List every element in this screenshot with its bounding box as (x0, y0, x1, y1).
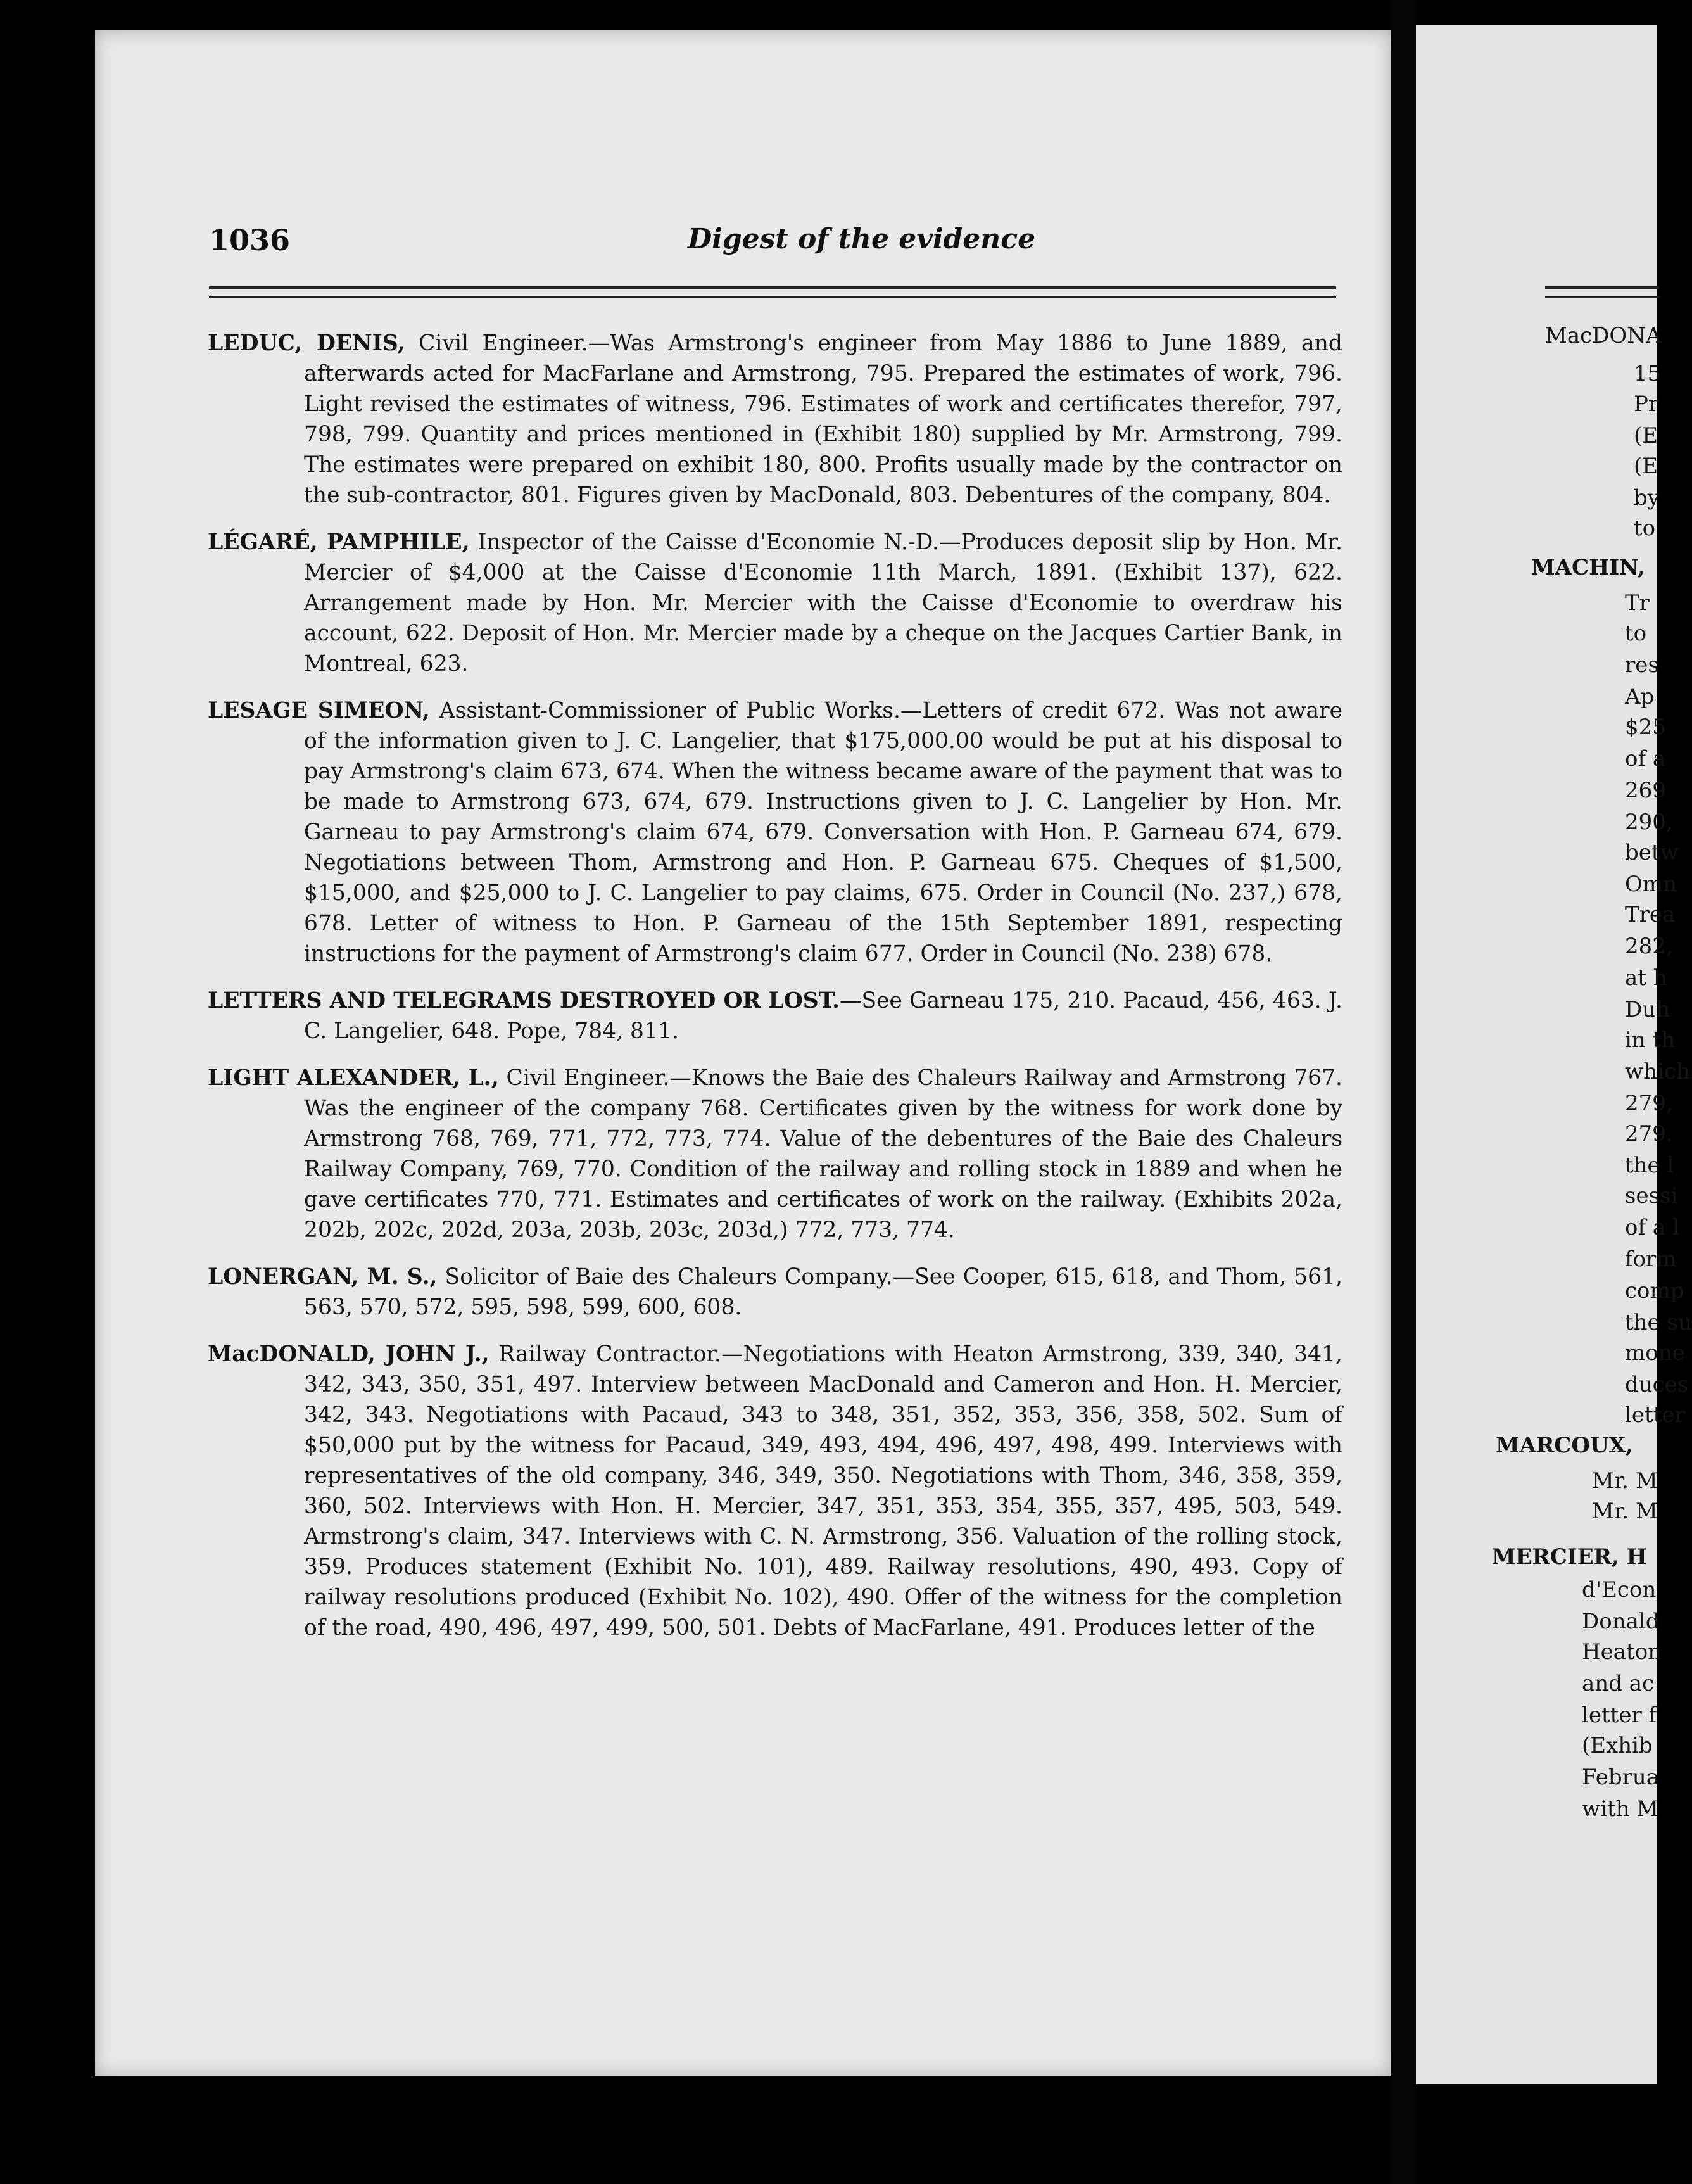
right-page-line: Duh (1625, 997, 1670, 1022)
right-page-line: MacDONA (1545, 323, 1662, 348)
right-page-line: and ac (1582, 1671, 1655, 1696)
digest-entry (208, 1339, 1342, 1643)
right-page-line: of a (1625, 746, 1666, 771)
digest-entry (208, 986, 1342, 1046)
right-page-line: Mr. M (1592, 1499, 1658, 1524)
entry-text: Civil Engineer.—Was Armstrong's engineer from May 1886 to June 1889, and afterwards acted for MacFarlane and Armstrong, 795. Prepared the estimates of work, 796. Light revised the estimates of witness, 796. Estimates of work and certificates therefor, 797, 798, 799. Quantity and prices mentioned in (Exhibit 180) supplied by Mr. Armstrong, 799. The estimates were prepared on exhibit 180, 800. Profits usually made by the contractor on the sub-contractor, 801. Figures given by MacDonald, 803. Debentures of the company, 804. (304, 331, 1342, 508)
entry-headword: MacDONALD, JOHN J., (208, 1342, 489, 1367)
right-page-line: to (1625, 621, 1647, 646)
right-page-line: Pr (1634, 391, 1659, 417)
right-page-line: mone (1625, 1340, 1685, 1366)
right-page-line: 282, (1625, 934, 1673, 959)
page-gutter (1391, 0, 1416, 2184)
right-header-rule-thick (1545, 286, 1659, 289)
right-page-line: by (1634, 485, 1660, 511)
entry-headword: LIGHT ALEXANDER, L., (208, 1065, 499, 1091)
right-page-line: to (1634, 516, 1656, 541)
right-page-line: 279, (1625, 1091, 1673, 1116)
right-page-line: which (1625, 1059, 1690, 1084)
page-title: Digest of the evidence (688, 223, 1036, 255)
right-page-line: in th (1625, 1027, 1676, 1053)
entry-text: Civil Engineer.—Knows the Baie des Chaleurs Railway and Armstrong 767. Was the engineer of the company 768. Certificates given by the witness for work done by Armstrong 768, 769, 771, 772, 773, 774. Value of the debentures of the Baie des Chaleurs Railway Company, 769, 770. Condition of the railway and rolling stock in 1889 and when he gave certificates 770, 771. Estimates and certificates of work on the railway. (Exhibits 202a, 202b, 202c, 202d, 203a, 203b, 203c, 203d,) 772, 773, 774. (304, 1065, 1342, 1243)
entry-headword: LEDUC, DENIS, (208, 331, 405, 356)
right-page-line: MERCIER, H (1492, 1544, 1647, 1570)
entry-text: Assistant-Commissioner of Public Works.—Letters of credit 672. Was not aware of the information given to J. C. Langelier, that $175,000.00 would be put at his disposal to pay Armstrong's claim 673, 674. When the witness became aware of the payment that was to be made to Armstrong 673, 674, 679. Instructions given to J. C. Langelier by Hon. Mr. Garneau to pay Armstrong's claim 674, 679. Conversation with Hon. P. Garneau 674, 679. Negotiations between Thom, Armstrong and Hon. P. Garneau 675. Cheques of $1,500, $15,000, and $25,000 to J. C. Langelier to pay claims, 675. Order in Council (No. 237,) 678, 678. Letter of witness to Hon. P. Garneau of the 15th September 1891, respecting instructions for the payment of Armstrong's claim 677. Order in Council (No. 238) 678. (304, 698, 1343, 967)
right-page-line: Februa (1582, 1765, 1660, 1790)
right-page-line: MACHIN, (1531, 555, 1645, 580)
right-page-line: comp (1625, 1278, 1684, 1304)
right-page-line: Ap (1625, 684, 1655, 709)
digest-entry (208, 1262, 1342, 1323)
right-page-line: 290, (1625, 809, 1673, 835)
right-page-line: Trea (1625, 902, 1676, 927)
right-page-line: Omn (1625, 872, 1677, 897)
right-page-line: Tr (1625, 590, 1650, 616)
digest-entry (208, 328, 1342, 511)
right-page-line: sessi (1625, 1183, 1678, 1209)
right-page-line: of a l (1625, 1215, 1679, 1240)
right-page-line: (E (1634, 454, 1658, 479)
right-page-line: (E (1634, 423, 1658, 448)
right-page-line: letter (1625, 1402, 1685, 1428)
entry-text: Railway Contractor.—Negotiations with Heaton Armstrong, 339, 340, 341, 342, 343, 350, 351, 497. Interview between MacDonald and Cameron and Hon. H. Mercier, 342, 343. Negotiations with Pacaud, 343 to 348, 351, 352, 353, 356, 358, 502. Sum of $50,000 put by the witness for Pacaud, 349, 493, 494, 496, 497, 498, 499. Interviews with representatives of the old company, 346, 349, 350. Negotiations with Thom, 346, 358, 359, 360, 502. Interviews with Hon. H. Mercier, 347, 351, 353, 354, 355, 357, 495, 503, 549. Armstrong's claim, 347. Interviews with C. N. Armstrong, 356. Valuation of the rolling stock, 359. Produces statement (Exhibit No. 101), 489. Railway resolutions, 490, 493. Copy of railway resolutions produced (Exhibit No. 102), 490. Offer of the witness for the completion of the road, 490, 496, 497, 499, 500, 501. Debts of MacFarlane, 491. Produces letter of the (304, 1342, 1342, 1641)
right-page-line: the l (1625, 1153, 1674, 1178)
right-page-line: $25 (1625, 714, 1666, 740)
digest-body (208, 328, 1343, 1660)
entry-headword: LONERGAN, M. S., (208, 1264, 438, 1290)
entry-headword: LETTERS AND TELEGRAMS DESTROYED OR LOST. (208, 988, 840, 1013)
right-page-line: letter f (1582, 1703, 1657, 1728)
right-page-line: 15 (1634, 361, 1662, 386)
right-page-line: betw (1625, 840, 1679, 865)
page-number: 1036 (209, 223, 291, 257)
digest-entry (208, 1063, 1342, 1245)
right-page-line: (Exhib (1582, 1733, 1653, 1758)
right-page-line: at h (1625, 965, 1667, 991)
header-rule-thin (209, 296, 1336, 298)
entry-text: —See Garneau 175, 210. Pacaud, 456, 463. J. C. Langelier, 648. Pope, 784, 811. (304, 988, 1342, 1044)
right-page-line: the su (1625, 1310, 1692, 1335)
right-page-line: d'Econ (1582, 1577, 1657, 1603)
right-page-line: form (1625, 1247, 1677, 1272)
entry-text: Solicitor of Baie des Chaleurs Company.—See Cooper, 615, 618, and Thom, 561, 563, 570, 572, 595, 598, 599, 600, 608. (304, 1264, 1342, 1320)
right-page-line: MARCOUX, (1496, 1433, 1633, 1458)
entry-headword: LESAGE SIMEON, (208, 698, 430, 723)
right-page-line: Donald (1582, 1609, 1660, 1634)
digest-entry (208, 695, 1343, 969)
digest-entry (208, 527, 1342, 679)
right-page-line: with M (1582, 1796, 1659, 1822)
right-page-line: Mr. M (1592, 1468, 1658, 1494)
right-page-line: duces (1625, 1372, 1689, 1397)
right-page-line: 269 (1625, 778, 1666, 803)
right-header-rule-thin (1545, 296, 1659, 298)
header-rule-thick (209, 286, 1336, 289)
right-page-line: 279. (1625, 1121, 1673, 1146)
entry-headword: LÉGARÉ, PAMPHILE, (208, 530, 470, 555)
entry-text: Inspector of the Caisse d'Economie N.-D.—Produces deposit slip by Hon. Mr. Mercier of $4,000 at the Caisse d'Economie 11th March, 1891. (Exhibit 137), 622. Arrangement made by Hon. Mr. Mercier with the Caisse d'Economie to overdraw his account, 622. Deposit of Hon. Mr. Mercier made by a cheque on the Jacques Cartier Bank, in Montreal, 623. (304, 530, 1342, 676)
right-page-line: Heaton (1582, 1639, 1662, 1665)
right-page-line: res (1625, 652, 1659, 678)
